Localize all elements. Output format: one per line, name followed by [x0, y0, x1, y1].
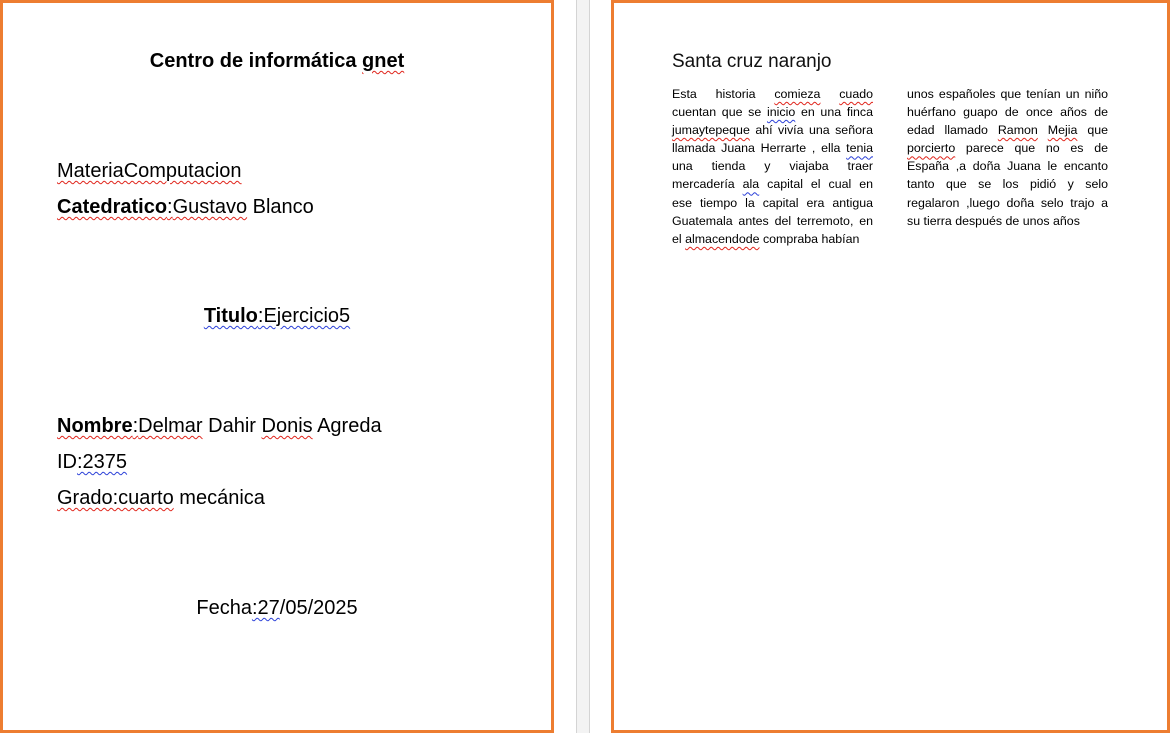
text-run: ahí vivía una señora llamada Juana Herrarte , ella [672, 123, 873, 156]
grado-line [57, 487, 265, 510]
document-page-1 [0, 0, 554, 733]
document-title [3, 50, 551, 73]
nombre-line [57, 415, 382, 438]
text-run: Esta historia [672, 87, 775, 101]
text-run: una tienda y viajaba traer mercadería [672, 159, 873, 192]
text-run: en una finca [795, 105, 873, 120]
title-misspelled-word[interactable]: gnet [362, 50, 405, 72]
fecha-rest: /05/2025 [279, 597, 358, 619]
titulo-label[interactable]: Titulo [203, 305, 258, 327]
text-run: cuentan que se [672, 105, 767, 120]
nombre-first[interactable]: Delmar [138, 415, 203, 437]
misspelled-word[interactable]: almacendode [685, 231, 760, 246]
fecha-day[interactable]: :27 [251, 597, 280, 619]
materia-line[interactable]: MateriaComputacion [57, 160, 242, 182]
titulo-line [3, 305, 551, 328]
id-value[interactable]: :2375 [77, 451, 128, 473]
misspelled-word[interactable]: Mejia [1047, 123, 1078, 138]
nombre-end: Agreda [312, 415, 382, 437]
story-column-2 [907, 85, 1108, 230]
misspelled-word[interactable]: Ramon [997, 123, 1038, 138]
story-title: Santa cruz naranjo [672, 51, 832, 72]
catedratico-last-name: Blanco [247, 196, 314, 218]
text-run [1038, 123, 1048, 137]
title-text: Centro de informática [149, 50, 363, 72]
grammar-flagged-word[interactable]: inicio [766, 105, 796, 120]
id-label: ID [57, 451, 77, 473]
misspelled-word[interactable]: cuado [839, 87, 873, 101]
catedratico-first-name[interactable]: Gustavo [172, 196, 248, 218]
nombre-sep: : [132, 415, 139, 437]
nombre-label[interactable]: Nombre [57, 415, 133, 437]
misspelled-word[interactable]: comieza [774, 87, 821, 101]
text-run: que [1077, 123, 1108, 138]
catedratico-line [57, 196, 314, 219]
document-page-2 [611, 0, 1170, 733]
page-gutter [576, 0, 590, 733]
nombre-last[interactable]: Donis [261, 415, 313, 437]
text-run: capital el cual en ese tiempo la capital era antigua Guatemala antes del terremoto, en el [672, 177, 873, 246]
id-line [57, 451, 127, 474]
titulo-value[interactable]: :Ejercicio5 [257, 305, 351, 327]
catedratico-sep: : [167, 196, 173, 218]
story-column-1 [672, 85, 873, 248]
grado-end: mecánica [173, 487, 265, 509]
catedratico-label[interactable]: Catedratico [57, 196, 168, 218]
misspelled-word[interactable]: jumaytepeque [672, 123, 750, 138]
text-run: parece que no es de España ,a doña Juana le encanto tanto que se los pidió y selo regalaron ,luego doña selo trajo a su tierra después de unos años [907, 141, 1108, 228]
text-run: compraba habían [759, 231, 860, 246]
grado-value[interactable]: Grado:cuarto [57, 487, 174, 509]
fecha-line [3, 597, 551, 620]
fecha-label: Fecha [196, 597, 252, 619]
misspelled-word[interactable]: porcierto [907, 141, 956, 156]
text-run [820, 87, 839, 101]
grammar-flagged-word[interactable]: tenia [846, 141, 873, 156]
nombre-mid: Dahir [202, 415, 262, 437]
text-run: unos españoles que tenían un niño huérfano guapo de once años de edad llamado [907, 87, 1108, 138]
grammar-flagged-word[interactable]: ala [742, 177, 760, 192]
